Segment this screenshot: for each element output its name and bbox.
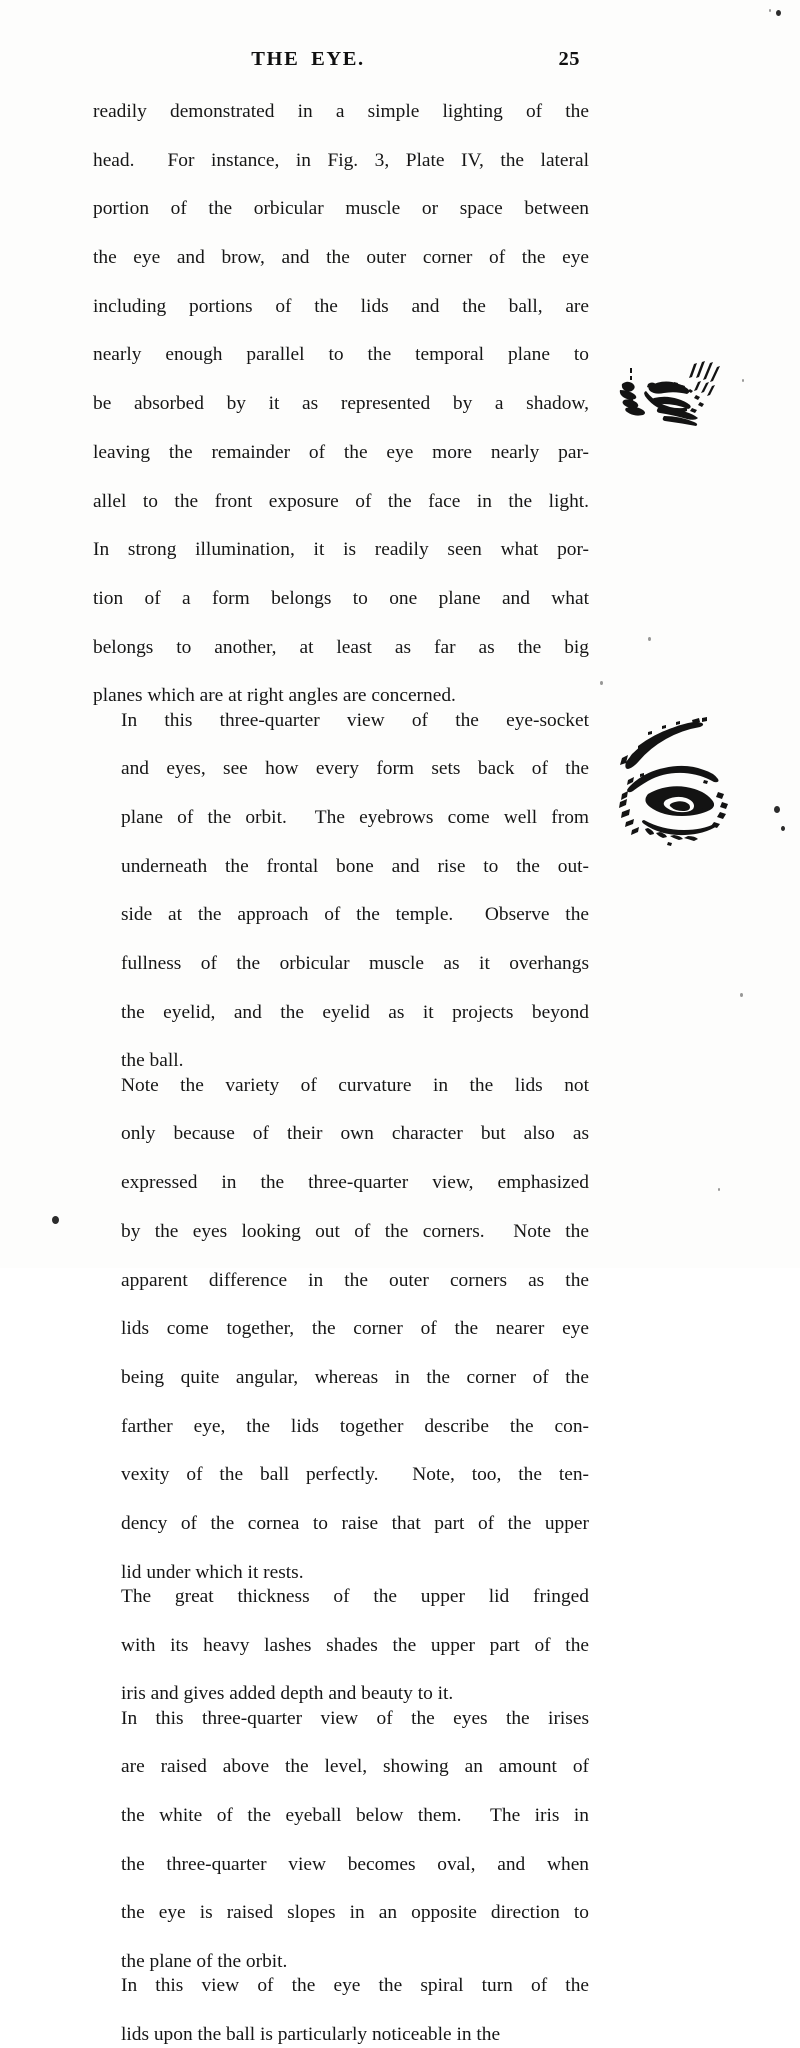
scan-speckle <box>740 993 743 997</box>
text-line: the three-quarter view becomes oval, and when <box>121 1853 589 1875</box>
paragraph <box>93 709 589 1074</box>
text-line: lids come together, the corner of the nearer eye <box>121 1318 589 1340</box>
text-line: dency of the cornea to raise that part of the upper <box>121 1512 589 1534</box>
scan-speckle <box>769 9 771 12</box>
ink-sketch-single-eye-closeup <box>614 702 740 848</box>
text-line: by the eyes looking out of the corners. Note the <box>121 1220 589 1242</box>
paragraph <box>93 100 589 709</box>
text-line: leaving the remainder of the eye more nearly par- <box>93 441 589 463</box>
text-line: Note the variety of curvature in the lids not <box>121 1074 589 1096</box>
text-line: the ball. <box>121 1050 184 1072</box>
text-line: underneath the frontal bone and rise to the out- <box>121 855 589 877</box>
text-line: portion of the orbicular muscle or space between <box>93 198 589 220</box>
text-line: In this view of the eye the spiral turn of the <box>121 1975 589 1997</box>
text-line: and eyes, see how every form sets back of the <box>121 758 589 780</box>
text-line: side at the approach of the temple. Observe the <box>121 904 589 926</box>
text-line: lid under which it rests. <box>121 1561 304 1583</box>
text-line: apparent difference in the outer corners as the <box>121 1269 589 1291</box>
text-line: tion of a form belongs to one plane and what <box>93 587 589 609</box>
text-line: In this three-quarter view of the eye-socket <box>121 709 589 731</box>
text-line: In strong illumination, it is readily seen what por- <box>93 539 589 561</box>
text-line: including portions of the lids and the ball, are <box>93 295 589 317</box>
text-line: are raised above the level, showing an amount of <box>121 1756 589 1778</box>
text-line: being quite angular, whereas in the corner of the <box>121 1366 589 1388</box>
running-head <box>93 48 588 78</box>
scan-speckle <box>781 826 785 831</box>
text-line: iris and gives added depth and beauty to it. <box>121 1683 454 1705</box>
scan-speckle <box>718 1188 720 1191</box>
text-line: nearly enough parallel to the temporal plane to <box>93 344 589 366</box>
text-line: In this three-quarter view of the eyes the irises <box>121 1707 589 1729</box>
scan-speckle <box>600 681 603 685</box>
paragraph <box>93 1974 589 2047</box>
text-line: the eye is raised slopes in an opposite direction to <box>121 1902 589 1924</box>
text-line: with its heavy lashes shades the upper part of the <box>121 1634 589 1656</box>
scan-speckle <box>742 379 744 382</box>
scan-speckle <box>648 637 651 641</box>
text-line: the eyelid, and the eyelid as it projects beyond <box>121 1001 589 1023</box>
text-line: farther eye, the lids together describe the con- <box>121 1415 589 1437</box>
scan-speckle <box>52 1216 59 1224</box>
text-line: readily demonstrated in a simple lighting of the <box>93 101 589 122</box>
text-line: belongs to another, at least as far as the big <box>93 636 589 658</box>
paragraph <box>93 1585 589 1707</box>
text-line: planes which are at right angles are concerned. <box>93 685 456 707</box>
text-line: expressed in the three-quarter view, emphasized <box>121 1172 589 1194</box>
text-line: lids upon the ball is particularly noticeable in the <box>121 2024 501 2046</box>
page-number: 25 <box>558 48 580 70</box>
text-line: fullness of the orbicular muscle as it overhangs <box>121 953 589 975</box>
text-line: the eye and brow, and the outer corner of the eye <box>93 247 589 269</box>
text-line: The great thickness of the upper lid fringed <box>121 1585 589 1607</box>
paragraph <box>93 1707 589 1975</box>
text-line: plane of the orbit. The eyebrows come well from <box>121 806 589 828</box>
running-head-title: THE EYE. <box>251 48 365 70</box>
text-line: vexity of the ball perfectly. Note, too, the ten- <box>121 1464 589 1486</box>
text-line: allel to the front exposure of the face in the light. <box>93 490 589 512</box>
text-column <box>93 100 589 2048</box>
scan-speckle <box>776 10 781 16</box>
scan-speckle <box>774 806 780 813</box>
text-line: the plane of the orbit. <box>121 1951 288 1973</box>
text-line: the white of the eyeball below them. The iris in <box>121 1805 589 1827</box>
text-line: be absorbed by it as represented by a shadow, <box>93 393 589 415</box>
paragraph <box>93 1074 589 1585</box>
text-line: head. For instance, in Fig. 3, Plate IV, the lateral <box>93 149 589 171</box>
ink-sketch-pair-of-eyes-three-quarter-view <box>612 358 727 438</box>
text-line: only because of their own character but also as <box>121 1123 589 1145</box>
